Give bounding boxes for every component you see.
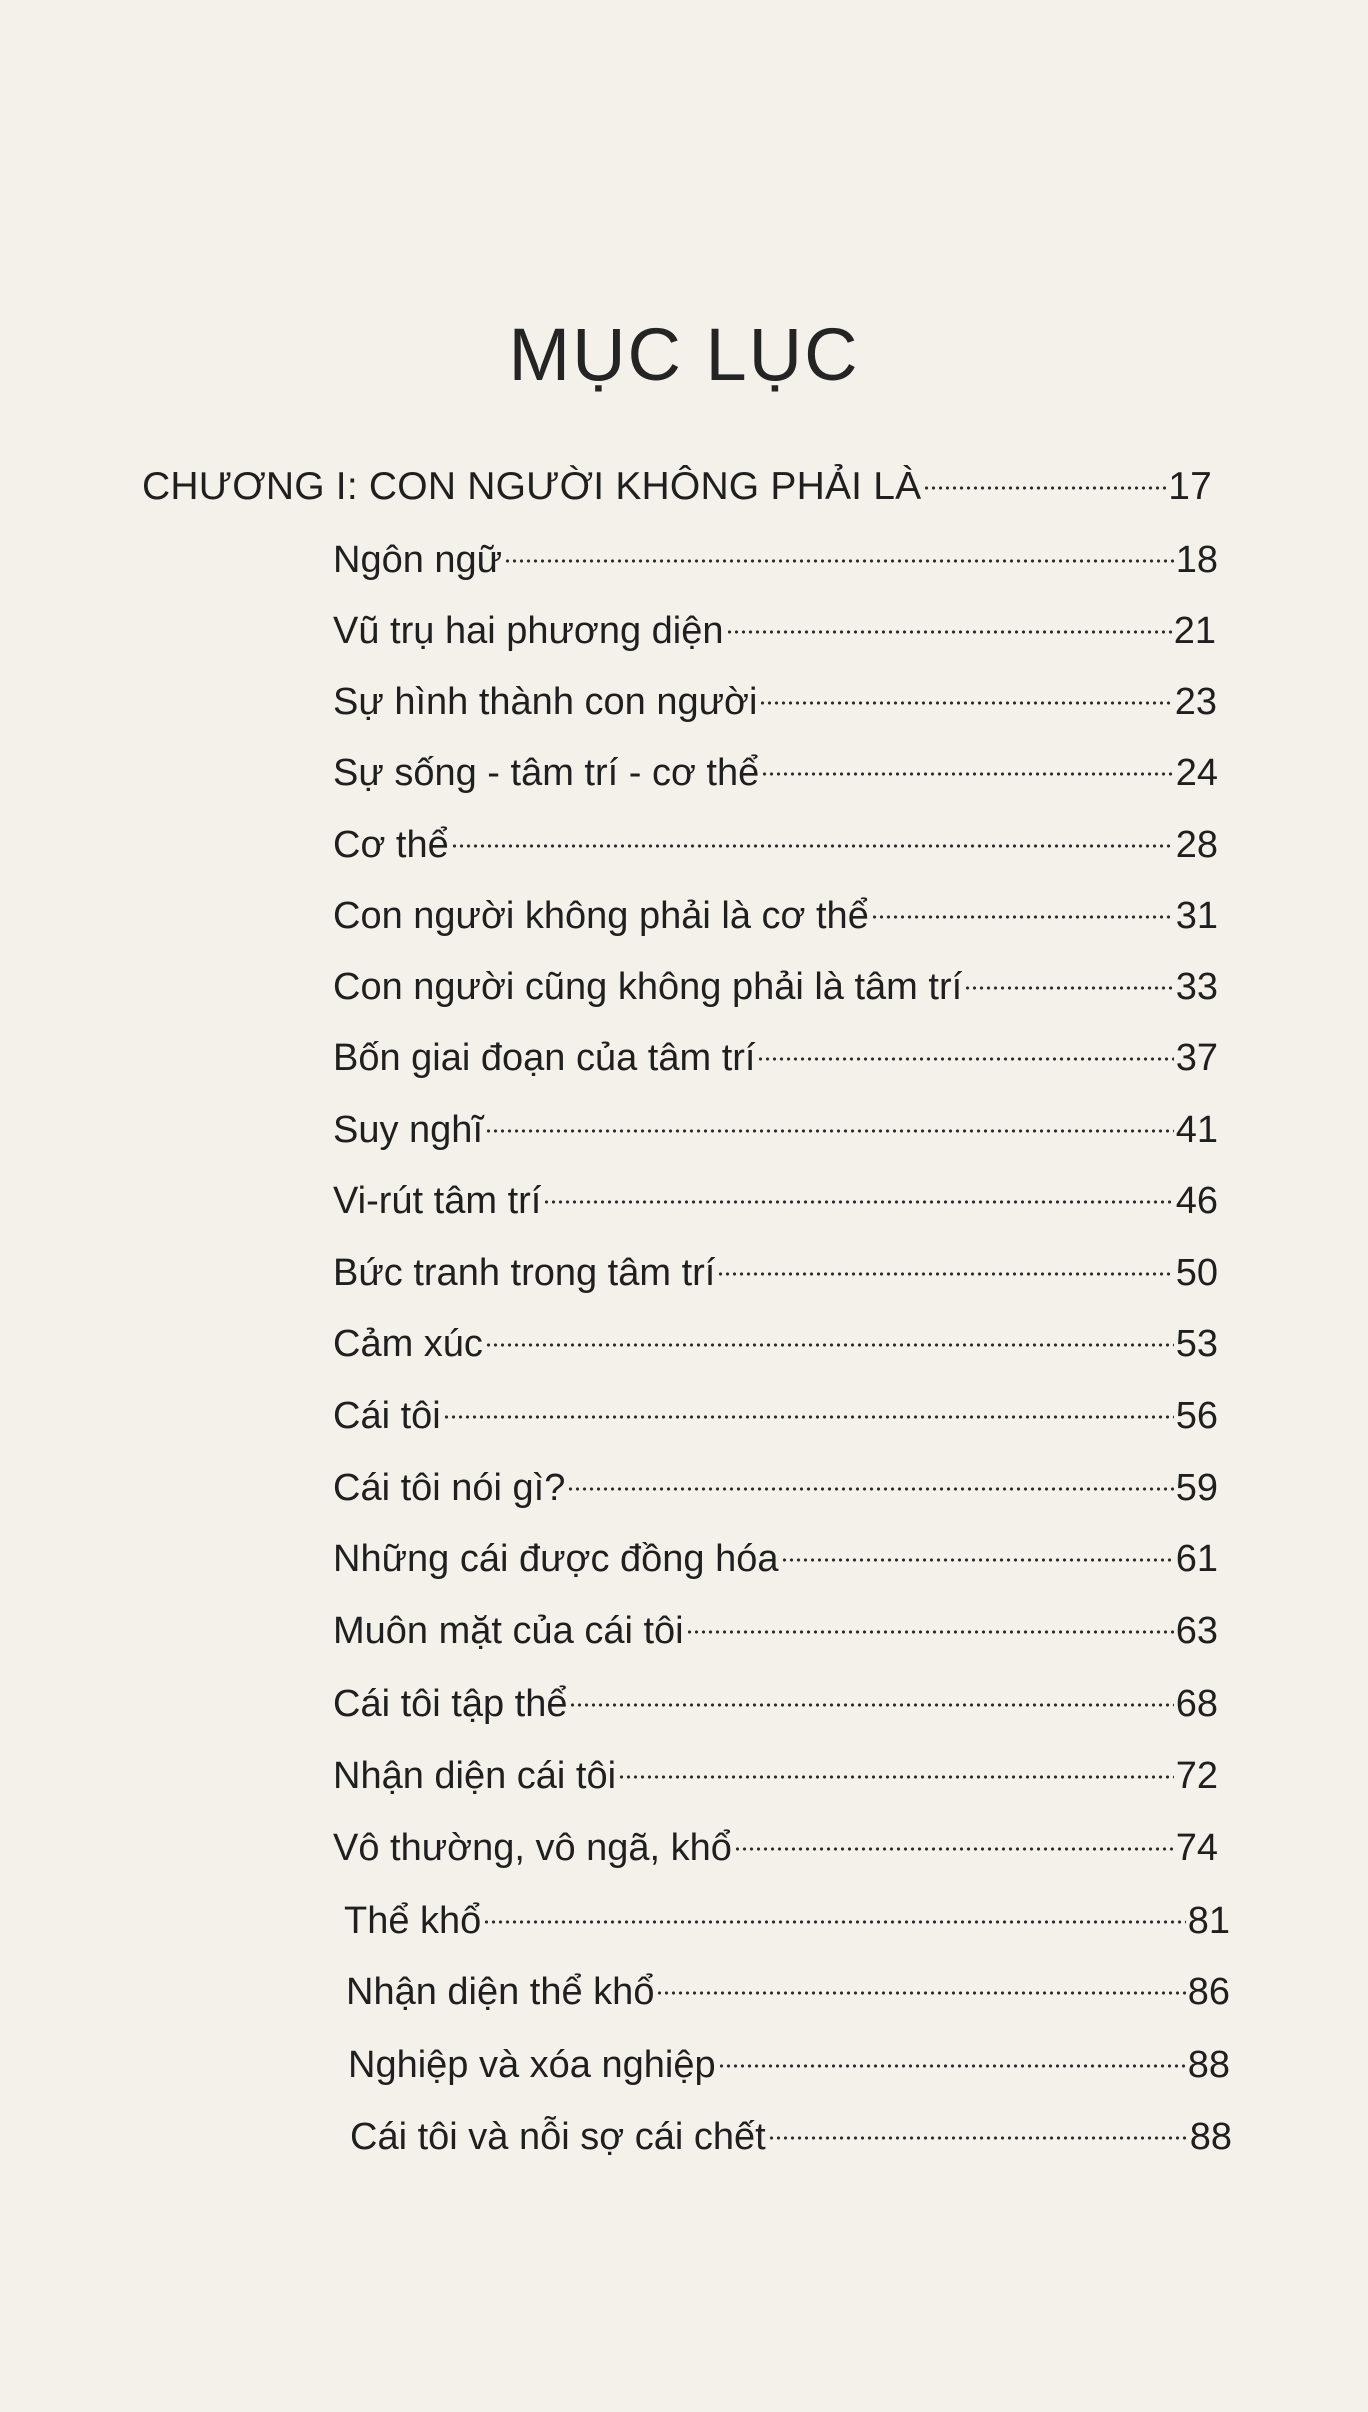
toc-leader — [451, 805, 1174, 857]
toc-entry-label: Suy nghĩ — [333, 1109, 483, 1151]
toc-entry-page: 86 — [1187, 1971, 1230, 2013]
toc-entry-page: 37 — [1175, 1037, 1218, 1079]
toc-entry — [333, 520, 1218, 581]
toc-leader — [759, 662, 1172, 714]
toc-entry-page: 24 — [1175, 752, 1218, 794]
toc-entry-label: Ngôn ngữ — [333, 539, 503, 581]
toc-entry-label: Con người cũng không phải là tâm trí — [333, 966, 963, 1008]
toc-entry — [333, 591, 1216, 652]
toc-entry — [348, 2025, 1230, 2086]
toc-leader — [923, 447, 1166, 499]
toc-leader — [443, 1376, 1174, 1428]
toc-entry — [333, 662, 1217, 723]
toc-entry-label: Vô thường, vô ngã, khổ — [333, 1827, 732, 1869]
toc-entry-page: 59 — [1175, 1467, 1218, 1509]
toc-entry — [333, 1304, 1218, 1365]
toc-entry-page: 33 — [1175, 966, 1218, 1008]
toc-entry-page: 21 — [1173, 610, 1216, 652]
toc-leader — [757, 1018, 1173, 1070]
toc-entry-label: Bức tranh trong tâm trí — [333, 1252, 716, 1294]
toc-entry-page: 88 — [1189, 2116, 1232, 2158]
toc-chapter-page: 17 — [1168, 465, 1212, 508]
toc-entry-label: Cái tôi — [333, 1395, 441, 1437]
toc-leader — [483, 1881, 1185, 1933]
toc-entry-label: Sự hình thành con người — [333, 681, 758, 723]
toc-entry-page: 72 — [1175, 1755, 1218, 1797]
toc-entry-label: Vi-rút tâm trí — [333, 1180, 542, 1222]
toc-entry — [333, 1808, 1218, 1869]
toc-entry-label: Bốn giai đoạn của tâm trí — [333, 1037, 756, 1079]
toc-entry — [333, 947, 1218, 1008]
toc-entry-page: 74 — [1175, 1827, 1218, 1869]
toc-entry-label: Vũ trụ hai phương diện — [333, 610, 724, 652]
toc-entry-label: Những cái được đồng hóa — [333, 1538, 779, 1580]
toc-leader — [718, 2025, 1186, 2077]
toc-leader — [656, 1952, 1185, 2004]
page-title: MỤC LỤC — [508, 312, 860, 396]
toc-entry-label: Nghiệp và xóa nghiệp — [348, 2044, 716, 2086]
toc-entry-label: Cảm xúc — [333, 1323, 483, 1365]
toc-entry — [333, 1233, 1218, 1294]
toc-entry-label: Nhận diện cái tôi — [333, 1755, 617, 1797]
toc-entry-page: 23 — [1174, 681, 1217, 723]
toc-entry-page: 56 — [1175, 1395, 1218, 1437]
toc-leader — [734, 1808, 1174, 1860]
toc-entry-label: Cơ thể — [333, 824, 449, 866]
toc-entry — [333, 1448, 1218, 1509]
toc-leader — [618, 1736, 1174, 1788]
toc-chapter-label: CHƯƠNG I: CON NGƯỜI KHÔNG PHẢI LÀ — [142, 465, 922, 508]
toc-entry-page: 61 — [1175, 1538, 1218, 1580]
toc-entry-page: 28 — [1175, 824, 1218, 866]
toc-leader — [485, 1304, 1174, 1356]
toc-entry-page: 53 — [1175, 1323, 1218, 1365]
toc-entry-label: Cái tôi và nỗi sợ cái chết — [350, 2116, 766, 2158]
toc-entry — [350, 2097, 1232, 2158]
toc-entry — [333, 1519, 1218, 1580]
toc-leader — [964, 947, 1174, 999]
toc-entry — [333, 1591, 1218, 1652]
toc-entry — [333, 1376, 1218, 1437]
toc-entry — [333, 1018, 1218, 1079]
toc-leader — [726, 591, 1172, 643]
toc-entry-label: Thể khổ — [344, 1900, 482, 1942]
toc-entry — [333, 1736, 1218, 1797]
toc-entry-page: 41 — [1175, 1109, 1218, 1151]
toc-leader — [871, 876, 1174, 928]
toc-entry-label: Sự sống - tâm trí - cơ thể — [333, 752, 760, 794]
toc-entry — [333, 1090, 1218, 1151]
toc-leader — [543, 1161, 1173, 1213]
toc-leader — [569, 1664, 1173, 1716]
toc-entry-label: Muôn mặt của cái tôi — [333, 1610, 684, 1652]
toc-leader — [781, 1519, 1174, 1571]
toc-entry-page: 31 — [1175, 895, 1218, 937]
toc-leader — [686, 1591, 1174, 1643]
toc-entry-label: Cái tôi tập thể — [333, 1683, 568, 1725]
toc-leader — [567, 1448, 1173, 1500]
toc-leader — [768, 2097, 1188, 2149]
toc-entry-page: 63 — [1175, 1610, 1218, 1652]
toc-entry — [333, 805, 1218, 866]
toc-entry-page: 68 — [1175, 1683, 1218, 1725]
toc-entry — [333, 1161, 1218, 1222]
toc-entry — [333, 1664, 1218, 1725]
toc-entry-page: 50 — [1175, 1252, 1218, 1294]
toc-leader — [485, 1090, 1174, 1142]
toc-entry-page: 18 — [1175, 539, 1218, 581]
toc-entry — [344, 1881, 1230, 1942]
toc-entry — [333, 876, 1218, 937]
toc-leader — [504, 520, 1174, 572]
toc-entry — [346, 1952, 1230, 2013]
toc-entry-label: Cái tôi nói gì? — [333, 1467, 566, 1509]
toc-chapter — [142, 447, 1212, 508]
toc-entry — [333, 733, 1218, 794]
toc-entry-page: 81 — [1187, 1900, 1230, 1942]
toc-entry-page: 88 — [1187, 2044, 1230, 2086]
toc-leader — [717, 1233, 1173, 1285]
toc-entry-label: Con người không phải là cơ thể — [333, 895, 869, 937]
toc-entry-page: 46 — [1175, 1180, 1218, 1222]
toc-entry-label: Nhận diện thể khổ — [346, 1971, 655, 2013]
toc-leader — [761, 733, 1173, 785]
